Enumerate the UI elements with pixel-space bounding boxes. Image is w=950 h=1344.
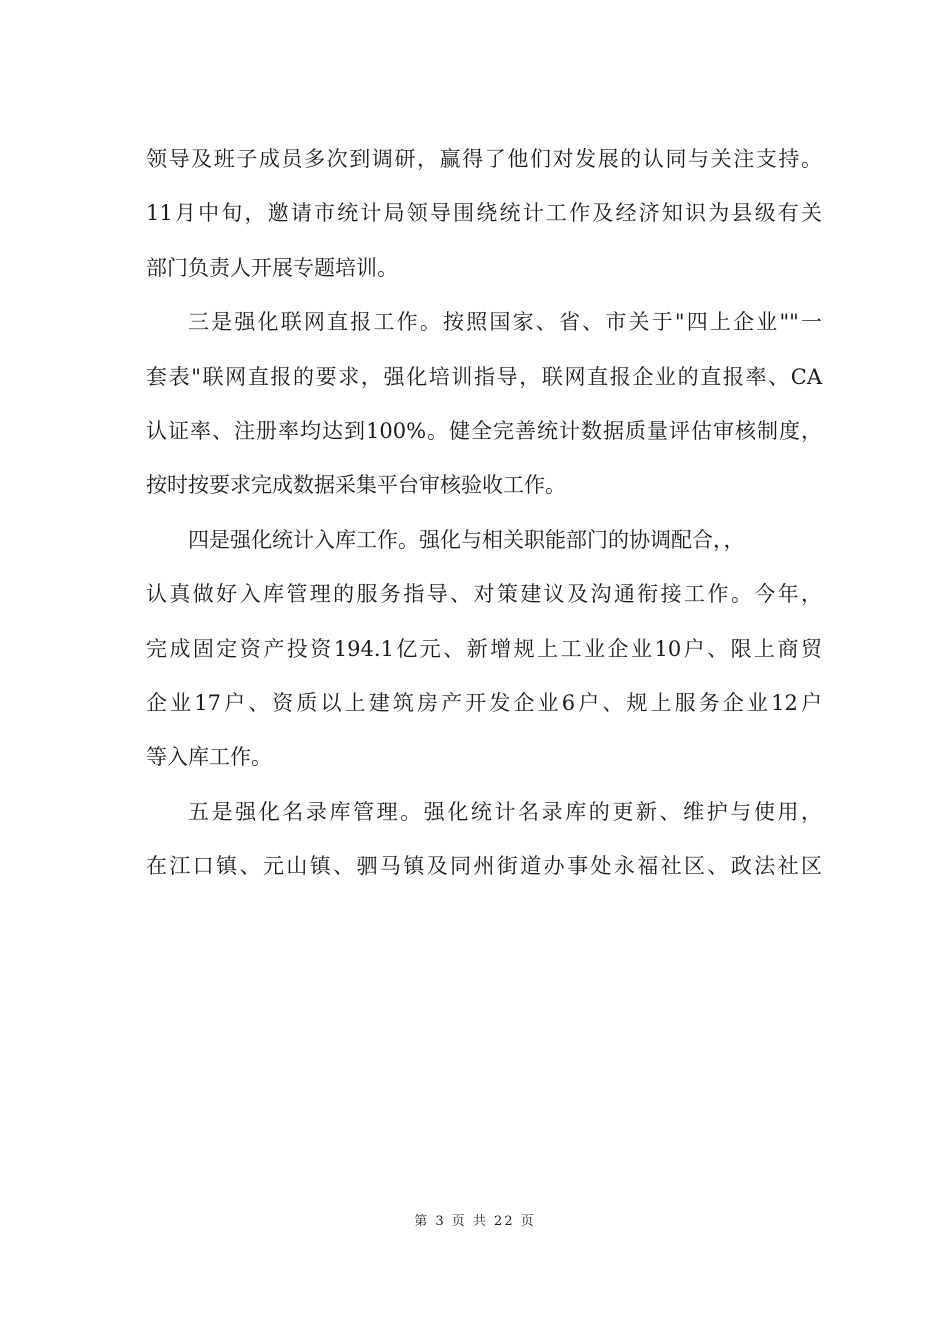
text-line: 等入库工作。 bbox=[146, 745, 272, 770]
paragraph-start-line: 四是强化统计入库工作。强化与相关职能部门的协调配合，， bbox=[188, 527, 745, 552]
page-number-footer: 第 3 页 共 22 页 bbox=[414, 1214, 536, 1229]
text-line: 认证率、注册率均达到100%。健全完善统计数据质量评估审核制度， bbox=[146, 418, 822, 443]
text-line: 完成固定资产投资194.1亿元、新增规上工业企业10户、限上商贸 bbox=[146, 636, 822, 661]
text-line: 企业17户、资质以上建筑房产开发企业6户、规上服务企业12户 bbox=[146, 690, 822, 715]
paragraph-start-line: 三是强化联网直报工作。按照国家、省、市关于"四上企业""一 bbox=[188, 310, 822, 335]
text-line: 按时按要求完成数据采集平台审核验收工作。 bbox=[146, 473, 566, 498]
text-line: 套表"联网直报的要求，强化培训指导，联网直报企业的直报率、CA bbox=[146, 364, 822, 389]
text-line: 认真做好入库管理的服务指导、对策建议及沟通衔接工作。今年， bbox=[146, 582, 822, 607]
text-line: 领导及班子成员多次到调研，赢得了他们对发展的认同与关注支持。 bbox=[146, 147, 822, 171]
document-body bbox=[146, 132, 822, 893]
text-line: 部门负责人开展专题培训。 bbox=[146, 255, 398, 280]
paragraph-start-line: 五是强化名录库管理。强化统计名录库的更新、维护与使用， bbox=[188, 799, 822, 824]
text-line: 在江口镇、元山镇、驷马镇及同州街道办事处永福社区、政法社区 bbox=[146, 854, 822, 879]
text-line: 11月中旬，邀请市统计局领导围绕统计工作及经济知识为县级有关 bbox=[146, 201, 822, 226]
